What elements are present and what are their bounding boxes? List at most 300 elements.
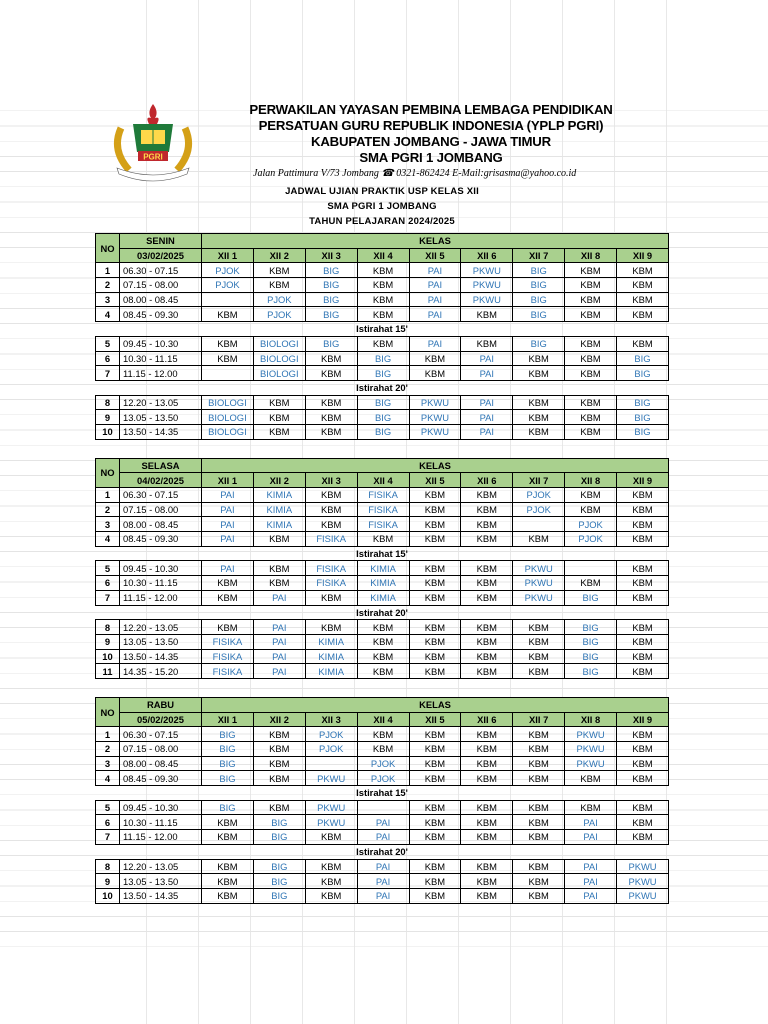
subject-cell: PKWU (409, 424, 461, 439)
subject-cell: KBM (565, 424, 617, 439)
subject-cell: KBM (253, 532, 305, 547)
subject-cell: KBM (565, 502, 617, 517)
period-time: 09.45 - 10.30 (120, 336, 202, 351)
period-number: 8 (96, 620, 120, 635)
period-number: 7 (96, 590, 120, 605)
subject-cell: BIG (202, 756, 254, 771)
subject-cell: FISIKA (202, 664, 254, 679)
subject-cell: PJOK (513, 502, 565, 517)
class-column-header: XII 6 (461, 712, 513, 727)
subject-cell: KBM (202, 576, 254, 591)
subject-cell: KBM (357, 727, 409, 742)
subject-cell: BIG (253, 830, 305, 845)
subject-cell: KBM (357, 742, 409, 757)
class-column-header: XII 7 (513, 473, 565, 488)
subject-cell: BIOLOGI (202, 424, 254, 439)
break-label: Istirahat 15' (96, 322, 669, 337)
subject-cell: PAI (202, 517, 254, 532)
break-label: Istirahat 20' (96, 380, 669, 395)
subject-cell: KBM (202, 336, 254, 351)
no-header: NO (96, 458, 120, 487)
subject-cell: PKWU (617, 859, 669, 874)
subject-cell: KBM (305, 517, 357, 532)
subject-cell: KBM (409, 532, 461, 547)
subject-cell: KBM (461, 488, 513, 503)
letterhead-line-3: KABUPATEN JOMBANG - JAWA TIMUR (311, 134, 551, 149)
subject-cell: KBM (202, 620, 254, 635)
period-number: 9 (96, 634, 120, 649)
subject-cell: KIMIA (357, 561, 409, 576)
subject-cell (513, 517, 565, 532)
table-row (96, 395, 669, 410)
subject-cell: KBM (409, 664, 461, 679)
subject-cell: KBM (513, 395, 565, 410)
table-row (96, 351, 669, 366)
subject-cell: BIG (513, 278, 565, 293)
class-column-header: XII 5 (409, 473, 461, 488)
period-time: 13.05 - 13.50 (120, 874, 202, 889)
period-number: 6 (96, 815, 120, 830)
subject-cell: KBM (461, 727, 513, 742)
subject-cell: KBM (461, 771, 513, 786)
subject-cell: KBM (357, 649, 409, 664)
subject-cell: BIG (253, 874, 305, 889)
subject-cell: KBM (565, 307, 617, 322)
period-time: 07.15 - 08.00 (120, 502, 202, 517)
subject-cell: PAI (357, 874, 409, 889)
subject-cell: KBM (617, 634, 669, 649)
subject-cell: KBM (409, 756, 461, 771)
period-time: 11.15 - 12.00 (120, 366, 202, 381)
subject-cell: PKWU (461, 292, 513, 307)
subject-cell: KBM (461, 307, 513, 322)
subject-cell: KBM (409, 620, 461, 635)
subject-cell: KBM (513, 800, 565, 815)
subject-cell: KBM (513, 664, 565, 679)
period-number: 5 (96, 561, 120, 576)
schedule-year: TAHUN PELAJARAN 2024/2025 (309, 216, 455, 227)
subject-cell: KBM (461, 859, 513, 874)
subject-cell (202, 292, 254, 307)
subject-cell: KBM (565, 263, 617, 278)
document-page (95, 96, 669, 922)
subject-cell: KBM (565, 395, 617, 410)
subject-cell: KBM (409, 727, 461, 742)
subject-cell: PAI (253, 664, 305, 679)
period-time: 08.00 - 08.45 (120, 756, 202, 771)
subject-cell: BIG (513, 292, 565, 307)
period-time: 11.15 - 12.00 (120, 830, 202, 845)
kelas-header: KELAS (202, 234, 669, 249)
period-time: 06.30 - 07.15 (120, 488, 202, 503)
subject-cell: KBM (409, 649, 461, 664)
subject-cell: BIG (617, 395, 669, 410)
subject-cell: BIG (565, 620, 617, 635)
subject-cell: BIG (565, 590, 617, 605)
subject-cell: KBM (409, 590, 461, 605)
class-header-row (96, 712, 669, 727)
subject-cell: KBM (617, 649, 669, 664)
class-column-header: XII 4 (357, 248, 409, 263)
subject-cell: KBM (461, 336, 513, 351)
class-column-header: XII 3 (305, 473, 357, 488)
period-number: 4 (96, 307, 120, 322)
subject-cell: KBM (513, 756, 565, 771)
class-column-header: XII 4 (357, 473, 409, 488)
subject-cell: KBM (461, 590, 513, 605)
class-column-header: XII 4 (357, 712, 409, 727)
subject-cell: KBM (409, 888, 461, 903)
subject-cell: KBM (617, 278, 669, 293)
subject-cell: PAI (409, 336, 461, 351)
subject-cell: KBM (513, 351, 565, 366)
period-time: 11.15 - 12.00 (120, 590, 202, 605)
period-number: 7 (96, 830, 120, 845)
subject-cell: KIMIA (305, 634, 357, 649)
letterhead-line-4: SMA PGRI 1 JOMBANG (359, 150, 503, 165)
subject-cell: KBM (617, 488, 669, 503)
subject-cell: KBM (461, 888, 513, 903)
letterhead-title (211, 102, 651, 166)
subject-cell: KBM (253, 576, 305, 591)
subject-cell: FISIKA (305, 532, 357, 547)
table-row (96, 649, 669, 664)
subject-cell: PKWU (409, 395, 461, 410)
period-number: 4 (96, 771, 120, 786)
subject-cell: KBM (305, 859, 357, 874)
subject-cell: KBM (305, 620, 357, 635)
period-time: 12.20 - 13.05 (120, 395, 202, 410)
period-number: 2 (96, 502, 120, 517)
subject-cell: KBM (409, 830, 461, 845)
table-row (96, 502, 669, 517)
no-header: NO (96, 697, 120, 726)
subject-cell: KBM (305, 395, 357, 410)
table-row (96, 830, 669, 845)
subject-cell: KBM (357, 292, 409, 307)
subject-cell: KBM (305, 830, 357, 845)
subject-cell: KBM (202, 830, 254, 845)
subject-cell: PAI (202, 502, 254, 517)
subject-cell: KBM (461, 756, 513, 771)
subject-cell: PAI (357, 888, 409, 903)
subject-cell: PAI (409, 278, 461, 293)
subject-cell: PKWU (617, 874, 669, 889)
period-time: 08.45 - 09.30 (120, 532, 202, 547)
kelas-header: KELAS (202, 458, 669, 473)
subject-cell: KBM (617, 263, 669, 278)
period-time: 08.45 - 09.30 (120, 771, 202, 786)
subject-cell: BIG (617, 424, 669, 439)
table-row (96, 307, 669, 322)
subject-cell: PJOK (565, 532, 617, 547)
class-column-header: XII 5 (409, 712, 461, 727)
break-row (96, 546, 669, 561)
subject-cell: PAI (565, 859, 617, 874)
no-header: NO (96, 234, 120, 263)
subject-cell: BIG (305, 307, 357, 322)
schedule-tables (95, 233, 669, 904)
subject-cell: KBM (513, 620, 565, 635)
subject-cell: KBM (565, 410, 617, 425)
subject-cell: KBM (617, 620, 669, 635)
subject-cell: FISIKA (202, 634, 254, 649)
kelas-header: KELAS (202, 697, 669, 712)
subject-cell: KBM (409, 771, 461, 786)
header-row (96, 697, 669, 712)
subject-cell: BIG (305, 278, 357, 293)
subject-cell: KBM (461, 532, 513, 547)
subject-cell: PAI (461, 366, 513, 381)
subject-cell: BIG (305, 263, 357, 278)
subject-cell: KBM (253, 410, 305, 425)
subject-cell: PJOK (565, 517, 617, 532)
period-number: 4 (96, 532, 120, 547)
subject-cell: KBM (513, 424, 565, 439)
subject-cell: KBM (513, 859, 565, 874)
table-row (96, 590, 669, 605)
subject-cell: KBM (357, 620, 409, 635)
subject-cell: FISIKA (305, 576, 357, 591)
subject-cell: KBM (305, 424, 357, 439)
subject-cell: KBM (202, 815, 254, 830)
subject-cell: BIG (202, 800, 254, 815)
subject-cell: PAI (357, 859, 409, 874)
table-row (96, 561, 669, 576)
subject-cell (565, 561, 617, 576)
class-header-row (96, 473, 669, 488)
subject-cell: PAI (565, 874, 617, 889)
period-number: 8 (96, 859, 120, 874)
subject-cell: KBM (461, 830, 513, 845)
subject-cell: BIG (253, 815, 305, 830)
subject-cell: KBM (253, 771, 305, 786)
subject-cell: PAI (253, 590, 305, 605)
subject-cell: BIG (617, 366, 669, 381)
subject-cell: PAI (357, 815, 409, 830)
subject-cell: KBM (513, 888, 565, 903)
subject-cell: PAI (202, 488, 254, 503)
period-time: 08.45 - 09.30 (120, 307, 202, 322)
period-number: 10 (96, 424, 120, 439)
period-time: 12.20 - 13.05 (120, 859, 202, 874)
period-time: 12.20 - 13.05 (120, 620, 202, 635)
subject-cell: KBM (565, 336, 617, 351)
subject-cell: PAI (461, 351, 513, 366)
period-number: 1 (96, 727, 120, 742)
class-column-header: XII 2 (253, 712, 305, 727)
subject-cell: PJOK (305, 742, 357, 757)
subject-cell: KBM (617, 830, 669, 845)
subject-cell: KBM (461, 649, 513, 664)
subject-cell: KBM (461, 664, 513, 679)
subject-cell: FISIKA (357, 517, 409, 532)
subject-cell: BIG (357, 351, 409, 366)
school-address: Jalan Pattimura V/73 Jombang ☎ 0321-862424 E-Mail:grisasma@yahoo.co.id (253, 168, 577, 179)
class-column-header: XII 7 (513, 248, 565, 263)
subject-cell: BIG (617, 351, 669, 366)
schedule-school: SMA PGRI 1 JOMBANG (327, 201, 437, 212)
subject-cell: PKWU (565, 727, 617, 742)
pgri-logo (107, 102, 199, 182)
subject-cell: PAI (409, 292, 461, 307)
subject-cell: KBM (617, 771, 669, 786)
break-row (96, 605, 669, 620)
subject-cell: KBM (305, 590, 357, 605)
table-row (96, 292, 669, 307)
class-column-header: XII 6 (461, 473, 513, 488)
subject-cell: KBM (513, 366, 565, 381)
period-number: 2 (96, 278, 120, 293)
period-time: 13.50 - 14.35 (120, 649, 202, 664)
subject-cell: PAI (461, 424, 513, 439)
subject-cell: KBM (565, 800, 617, 815)
subject-cell: PAI (409, 307, 461, 322)
subject-cell: KBM (617, 532, 669, 547)
subject-cell: KBM (305, 874, 357, 889)
subject-cell: KBM (409, 634, 461, 649)
class-column-header: XII 8 (565, 473, 617, 488)
class-column-header: XII 9 (617, 712, 669, 727)
day-date: 04/02/2025 (120, 473, 202, 488)
subject-cell: KBM (617, 561, 669, 576)
subject-cell: BIG (202, 771, 254, 786)
subject-cell: PJOK (357, 771, 409, 786)
period-number: 3 (96, 517, 120, 532)
period-time: 10.30 - 11.15 (120, 576, 202, 591)
period-number: 10 (96, 888, 120, 903)
subject-cell: KBM (513, 634, 565, 649)
subject-cell: KBM (305, 351, 357, 366)
subject-cell: KIMIA (305, 649, 357, 664)
subject-cell: KBM (409, 561, 461, 576)
letterhead (95, 96, 669, 184)
subject-cell: BIG (513, 307, 565, 322)
subject-cell: BIG (253, 859, 305, 874)
table-row (96, 727, 669, 742)
subject-cell: KBM (617, 517, 669, 532)
table-row (96, 410, 669, 425)
subject-cell: PAI (202, 561, 254, 576)
table-row (96, 742, 669, 757)
subject-cell: KBM (305, 366, 357, 381)
subject-cell: BIOLOGI (253, 336, 305, 351)
period-time: 06.30 - 07.15 (120, 263, 202, 278)
class-column-header: XII 1 (202, 473, 254, 488)
day-date: 03/02/2025 (120, 248, 202, 263)
break-row (96, 380, 669, 395)
subject-cell: KBM (253, 561, 305, 576)
subject-cell: KBM (617, 307, 669, 322)
subject-cell: KBM (461, 576, 513, 591)
break-label: Istirahat 15' (96, 786, 669, 801)
period-time: 08.00 - 08.45 (120, 517, 202, 532)
subject-cell: PKWU (305, 815, 357, 830)
subject-cell: KBM (617, 756, 669, 771)
subject-cell: FISIKA (357, 488, 409, 503)
subject-cell: BIG (357, 395, 409, 410)
subject-cell: KBM (253, 263, 305, 278)
subject-cell: FISIKA (202, 649, 254, 664)
subject-cell: KBM (513, 410, 565, 425)
table-row (96, 664, 669, 679)
subject-cell: BIG (253, 888, 305, 903)
subject-cell: KIMIA (253, 488, 305, 503)
subject-cell: KBM (202, 590, 254, 605)
class-column-header: XII 6 (461, 248, 513, 263)
break-row (96, 786, 669, 801)
subject-cell: PAI (253, 649, 305, 664)
period-time: 10.30 - 11.15 (120, 351, 202, 366)
subject-cell: BIOLOGI (202, 410, 254, 425)
subject-cell (202, 366, 254, 381)
subject-cell: PAI (409, 263, 461, 278)
subject-cell: KBM (305, 888, 357, 903)
subject-cell: KBM (357, 336, 409, 351)
subject-cell: PKWU (565, 742, 617, 757)
subject-cell: BIOLOGI (253, 351, 305, 366)
subject-cell: KBM (202, 351, 254, 366)
table-row (96, 620, 669, 635)
subject-cell: KBM (513, 742, 565, 757)
period-number: 6 (96, 351, 120, 366)
subject-cell: KBM (202, 874, 254, 889)
subject-cell: PJOK (513, 488, 565, 503)
subject-cell: KBM (617, 292, 669, 307)
table-row (96, 336, 669, 351)
class-column-header: XII 8 (565, 248, 617, 263)
period-number: 3 (96, 292, 120, 307)
subject-cell: KBM (253, 278, 305, 293)
table-row (96, 800, 669, 815)
subject-cell: KBM (409, 859, 461, 874)
subject-cell: PJOK (202, 278, 254, 293)
subject-cell: PAI (565, 888, 617, 903)
subject-cell: KBM (513, 874, 565, 889)
subject-cell: BIG (357, 366, 409, 381)
period-time: 10.30 - 11.15 (120, 815, 202, 830)
subject-cell: KBM (357, 307, 409, 322)
subject-cell: BIG (565, 664, 617, 679)
subject-cell: KBM (513, 771, 565, 786)
schedule-table (95, 697, 669, 904)
subject-cell: KBM (202, 888, 254, 903)
period-time: 13.05 - 13.50 (120, 634, 202, 649)
subject-cell: KBM (409, 366, 461, 381)
subject-cell: KBM (202, 307, 254, 322)
subject-cell: KBM (202, 859, 254, 874)
subject-cell: PKWU (565, 756, 617, 771)
subject-cell: KBM (565, 366, 617, 381)
period-time: 13.50 - 14.35 (120, 888, 202, 903)
subject-cell: KBM (461, 561, 513, 576)
subject-cell (357, 800, 409, 815)
table-row (96, 874, 669, 889)
class-column-header: XII 9 (617, 473, 669, 488)
subject-cell: PKWU (513, 576, 565, 591)
period-number: 9 (96, 874, 120, 889)
subject-cell: KBM (617, 815, 669, 830)
subject-cell: KBM (617, 576, 669, 591)
subject-cell: KIMIA (253, 502, 305, 517)
period-time: 09.45 - 10.30 (120, 561, 202, 576)
subject-cell: KBM (253, 756, 305, 771)
table-row (96, 888, 669, 903)
day-name: RABU (120, 697, 202, 712)
class-column-header: XII 2 (253, 473, 305, 488)
subject-cell: KBM (461, 874, 513, 889)
subject-cell: KBM (253, 424, 305, 439)
